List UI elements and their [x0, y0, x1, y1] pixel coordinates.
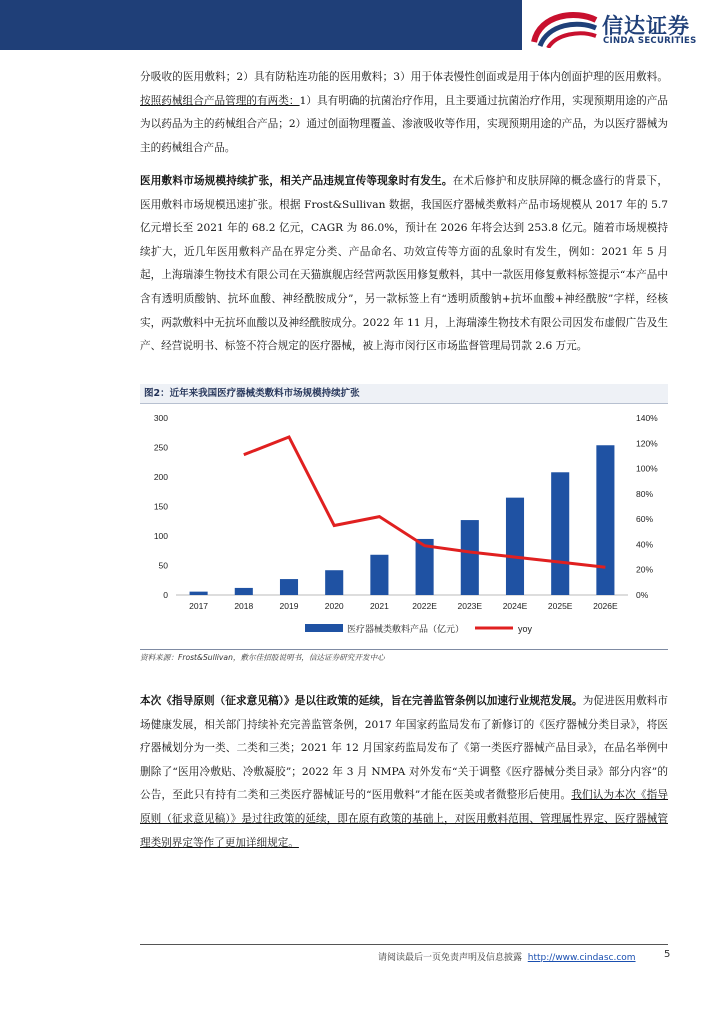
paragraph-2: 医用敷料市场规模持续扩张，相关产品违规宣传等现象时有发生。在术后修护和皮肤屏障的概念盛行的背景下，医用敷料市场规模迅速扩张。根据 Frost&Sullivan 数据，我国医疗器械类敷料产品市场规模从 2017 年的 5.7 亿元增长至 2021 年的 68.2 亿元，CAGR 为 86.0%，预计在 2026 年将会达到 253.8 亿元。随着市场规模持续扩大，近几年医用敷料产品在界定分类、产品命名、功效宣传等方面的乱象时有发生，例如：2021 年 5 月起，上海瑞溙生物技术有限公司在天猫旗舰店经营两款医用修复敷料，其中一款医用修复敷料标签提示“本产品中含有透明质酸钠、抗坏血酸、神经酰胺成分”，另一款标签上有“透明质酸钠+抗坏血酸+神经酰胺”字样，经核实，两款敷料中无抗坏血酸以及神经酰胺成分。2022 年 11 月，上海瑞溙生物技术有限公司因发布虚假广告及生产、经营说明书、标签不符合规定的医疗器械，被上海市闵行区市场监督管理局罚款 2.6 万元。	[140, 175, 669, 353]
paragraph-3: 本次《指导原则（征求意见稿）》是以往政策的延续，旨在完善监管条例以加速行业规范发展。为促进医用敷料市场健康发展，相关部门持续补充完善监管条例，2017 年国家药监局发布了新修订的《医疗器械分类目录》，将医疗器械划分为一类、二类和三类；2021 年 12 月国家药监局发布了《第一类医疗器械产品目录》，在品名举例中删除了“医用冷敷贴、冷敷凝胶”；2022 年 3 月 NMPA 对外发布“关于调整《医疗器械分类目录》部分内容”的公告，至此只有持有二类和三类医疗器械证号的“医用敷料”才能在医美或者微整形后使用。我们认为本次《指导原则（征求意见稿）》是过往政策的延续，即在原有政策的基础上，对医用敷料范围、管理属性界定、医疗器械管理类别界定等作了更加详细规定。	[140, 695, 669, 849]
paragraph-2-heading: 医用敷料市场规模持续扩张，相关产品违规宣传等现象时有发生。	[140, 175, 453, 187]
y-right-tick-label: 100%	[636, 463, 658, 474]
bar-2023E	[461, 520, 479, 595]
header-band	[0, 0, 522, 50]
y-left-tick-label: 50	[158, 560, 168, 571]
bar-2025E	[551, 472, 569, 595]
bar-2017	[190, 592, 208, 595]
bar-2026E	[596, 445, 614, 595]
y-right-tick-label: 120%	[636, 438, 658, 449]
figure-title: 图2：近年来我国医疗器械类敷料市场规模持续扩张	[140, 384, 668, 404]
bar-2024E	[506, 498, 524, 595]
legend-line-label: yoy	[518, 624, 533, 634]
y-left-tick-label: 100	[153, 531, 168, 541]
x-tick-label: 2025E	[547, 601, 573, 611]
x-tick-label: 2024E	[502, 601, 528, 611]
x-tick-label: 2020	[324, 601, 344, 611]
footer	[378, 950, 636, 963]
y-left-tick-label: 250	[153, 442, 168, 453]
cinda-logo-icon	[530, 8, 600, 48]
legend-bar-label: 医疗器械类敷料产品（亿元）	[347, 625, 465, 635]
paragraph-1-underlined: 按照药械组合产品管理的有两类：	[140, 94, 300, 107]
bar-2019	[280, 579, 298, 595]
market-size-chart	[140, 404, 668, 648]
figure-source: 资料来源：Frost&Sullivan，敷尔佳招股说明书，信达证券研究开发中心	[140, 649, 668, 663]
y-left-tick-label: 0	[163, 590, 168, 600]
x-tick-label: 2026E	[593, 601, 618, 611]
paragraph-3-heading: 本次《指导原则（征求意见稿）》是以往政策的延续，旨在完善监管条例以加速行业规范发展。	[140, 695, 583, 707]
y-right-tick-label: 80%	[636, 488, 654, 499]
y-left-tick-label: 200	[153, 472, 168, 482]
x-tick-label: 2021	[369, 601, 389, 611]
y-right-tick-label: 60%	[636, 514, 654, 525]
bar-2021	[370, 555, 388, 595]
y-right-tick-label: 40%	[636, 539, 654, 550]
y-right-tick-label: 140%	[636, 413, 658, 423]
bar-2020	[325, 570, 343, 595]
x-tick-label: 2019	[279, 601, 299, 611]
x-tick-label: 2023E	[457, 601, 483, 611]
page-number: 5	[664, 949, 671, 960]
footer-url[interactable]: http://www.cindasc.com	[527, 953, 636, 963]
paragraph-3-underlined: 我们认为本次《指导原则（征求意见稿）》是过往政策的延续，即在原有政策的基础上，对医用敷料范围、管理属性界定、医疗器械管理类别界定等作了更加详细规定。	[140, 789, 669, 849]
y-right-tick-label: 20%	[636, 564, 654, 575]
footer-disclaimer: 请阅读最后一页免责声明及信息披露	[378, 953, 523, 963]
footer-rule	[140, 944, 668, 945]
brand-name-en: CINDA SECURITIES	[603, 36, 697, 46]
x-tick-label: 2018	[234, 601, 254, 611]
y-left-tick-label: 150	[153, 501, 168, 512]
legend-bar-swatch	[305, 624, 343, 632]
bar-2018	[235, 588, 253, 595]
brand-name-cn: 信达证券	[602, 14, 690, 38]
x-tick-label: 2022E	[412, 601, 437, 611]
y-left-tick-label: 300	[153, 413, 168, 423]
x-tick-label: 2017	[189, 601, 209, 611]
y-right-tick-label: 0%	[636, 590, 649, 600]
paragraph-1: 分吸收的医用敷料；2）具有防粘连功能的医用敷料；3）用于体表慢性创面或是用于体内创面护理的医用敷料。按照药械组合产品管理的有两类：1）具有明确的抗菌治疗作用，且主要通过抗菌治疗作用，实现预期用途的产品为以药品为主的药械组合产品；2）通过创面物理覆盖、渗液吸收等作用，实现预期用途的产品，为以医疗器械为主的药械组合产品。	[140, 71, 668, 154]
